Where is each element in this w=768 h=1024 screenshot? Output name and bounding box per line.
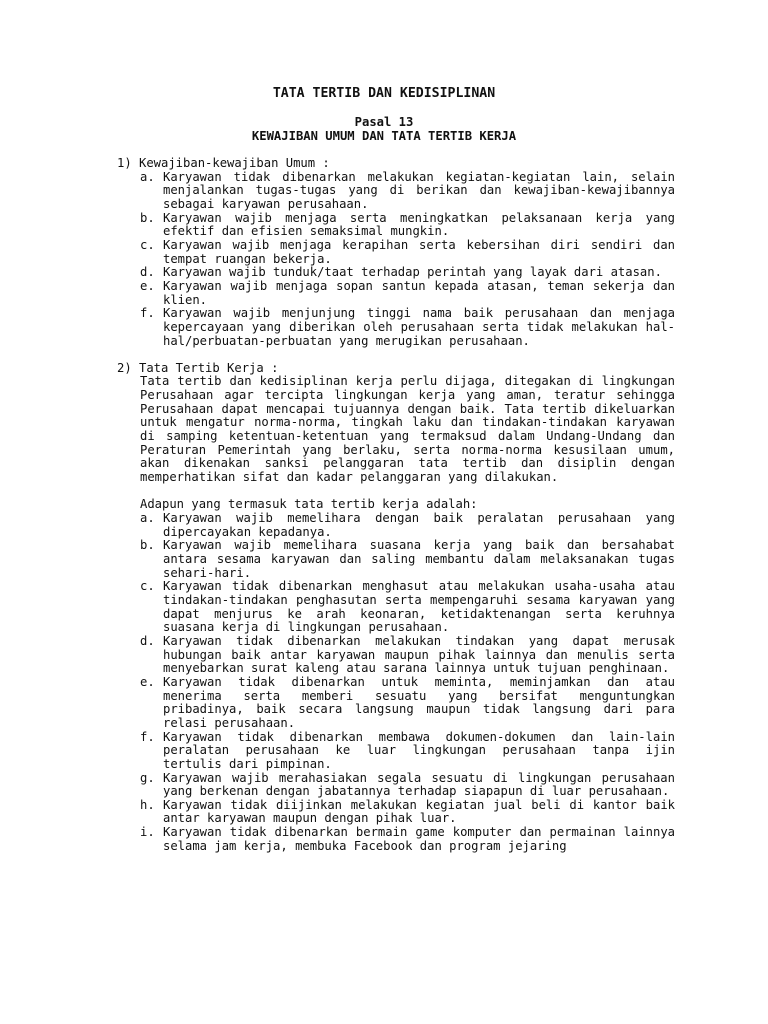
list-item-label: f. — [140, 306, 155, 321]
list-item-text: Karyawan wajib memelihara dengan baik peralatan perusahaan yang dipercayakan kepadanya. — [163, 511, 675, 539]
list-item — [140, 731, 675, 772]
list-item-text: Karyawan wajib tunduk/taat terhadap perintah yang layak dari atasan. — [163, 265, 662, 280]
pasal-header — [0, 116, 768, 143]
section-1-number: 1) — [117, 156, 132, 170]
list-item-text: Karyawan tidak dibenarkan bermain game komputer dan permainan lainnya selama jam kerja, membuka Facebook dan program jejaring — [163, 825, 675, 853]
document-body — [117, 157, 675, 853]
section-2-heading — [117, 362, 675, 376]
document-title: TATA TERTIB DAN KEDISIPLINAN — [272, 86, 496, 101]
section-1-list — [140, 171, 675, 349]
list-item-label: d. — [140, 633, 155, 648]
list-item — [140, 512, 675, 539]
section-2-title: Tata Tertib Kerja : — [139, 360, 279, 375]
list-item-label: f. — [140, 729, 155, 744]
list-item-label: h. — [140, 797, 155, 812]
section-2-number: 2) — [117, 360, 132, 375]
section-1-title: Kewajiban-kewajiban Umum : — [139, 156, 330, 170]
list-item-text: Karyawan tidak dibenarkan melakukan tindakan yang dapat merusak hubungan baik antar karyawan maupun pihak lainnya dan menulis serta menyebarkan surat kaleng atau sarana lainnya untuk tujuan penghinaan. — [163, 633, 675, 676]
list-item — [140, 580, 675, 635]
list-item-text: Karyawan wajib menjaga serta meningkatkan pelaksanaan kerja yang efektif dan efisien semaksimal mungkin. — [163, 210, 675, 239]
list-item-text: Karyawan wajib menjaga kerapihan serta kebersihan diri sendiri dan tempat ruangan bekerja. — [163, 237, 675, 266]
list-item-text: Karyawan wajib menjaga sopan santun kepada atasan, teman sekerja dan klien. — [163, 278, 675, 307]
list-item-label: d. — [140, 265, 155, 280]
list-item-label: e. — [140, 278, 155, 293]
pasal-number: Pasal 13 — [354, 115, 414, 129]
section-2-lead: Adapun yang termasuk tata tertib kerja adalah: — [140, 497, 478, 512]
list-item-text: Karyawan tidak dibenarkan melakukan kegiatan-kegiatan lain, selain menjalankan tugas-tugas yang di berikan dan kewajiban-kewajibannya sebagai karyawan perusahaan. — [163, 169, 675, 211]
list-item — [140, 799, 675, 826]
list-item — [140, 266, 675, 280]
list-item-text: Karyawan wajib merahasiakan segala sesuatu di lingkungan perusahaan yang berkenan dengan jabatannya terhadap siapapun di luar perusahaan. — [163, 770, 675, 799]
list-item-text: Karyawan tidak dibenarkan untuk meminta, meminjamkan dan atau menerima serta memberi sesuatu yang bersifat menguntungkan pribadinya, baik secara langsung maupun tidak langsung dari para relasi perusahaan. — [163, 674, 675, 730]
list-item — [140, 307, 675, 348]
list-item-label: c. — [140, 579, 155, 594]
list-item-label: c. — [140, 237, 155, 252]
list-item — [140, 280, 675, 307]
section-1-heading — [117, 157, 675, 171]
pasal-heading: KEWAJIBAN UMUM DAN TATA TERTIB KERJA — [251, 128, 517, 143]
list-item-label: a. — [140, 511, 155, 526]
list-item-label: i. — [140, 825, 155, 840]
list-item — [140, 539, 675, 580]
list-item — [140, 635, 675, 676]
list-item — [140, 212, 675, 239]
list-item-label: b. — [140, 210, 155, 225]
list-item-label: g. — [140, 770, 155, 785]
list-item-text: Karyawan tidak dibenarkan menghasut atau melakukan usaha-usaha atau tindakan-tindakan penghasutan serta mempengaruhi sesama karyawan yang dapat menjurus ke arah keonaran, ketidaktenangan serta keruhnya suasana kerja di lingkungan perusahaan. — [163, 579, 675, 635]
list-item — [140, 826, 675, 853]
list-item-text: Karyawan tidak diijinkan melakukan kegiatan jual beli di kantor baik antar karyawan maupun dengan pihak luar. — [163, 797, 675, 826]
section-2-list — [140, 512, 675, 853]
section-2-intro: Tata tertib dan kedisiplinan kerja perlu dijaga, ditegakan di lingkungan Perusahaan agar tercipta lingkungan kerja yang aman, teratur sehingga Perusahaan dapat mencapai tujuannya dengan baik. Tata tertib dikeluarkan untuk mengatur norma-norma, tingkah laku dan tindakan-tindakan karyawan di samping ketentuan-ketentuan yang termaksud dalam Undang-Undang dan Peraturan Pemerintah yang berlaku, serta norma-norma kesusilaan umum, akan dikenakan sanksi pelanggaran tata tertib dan disiplin dengan memperhatikan sifat dan kadar pelanggaran yang dilakukan. — [140, 374, 675, 485]
list-item-text: Karyawan wajib menjunjung tinggi nama baik perusahaan dan menjaga kepercayaan yang diberikan oleh perusahaan serta tidak melakukan hal-hal/perbuatan-perbuatan yang merugikan perusahaan. — [163, 306, 675, 348]
list-item — [140, 171, 675, 212]
list-item-label: b. — [140, 538, 155, 553]
list-item — [140, 239, 675, 266]
list-item — [140, 772, 675, 799]
list-item-text: Karyawan tidak dibenarkan membawa dokumen-dokumen dan lain-lain peralatan perusahaan ke luar lingkungan perusahaan tanpa ijin tertulis dari pimpinan. — [163, 729, 675, 771]
list-item-text: Karyawan wajib memelihara suasana kerja yang baik dan bersahabat antara sesama karyawan dan saling membantu dalam melaksanakan tugas sehari-hari. — [163, 538, 675, 580]
list-item — [140, 676, 675, 731]
list-item-label: e. — [140, 674, 155, 689]
list-item-label: a. — [140, 169, 155, 184]
